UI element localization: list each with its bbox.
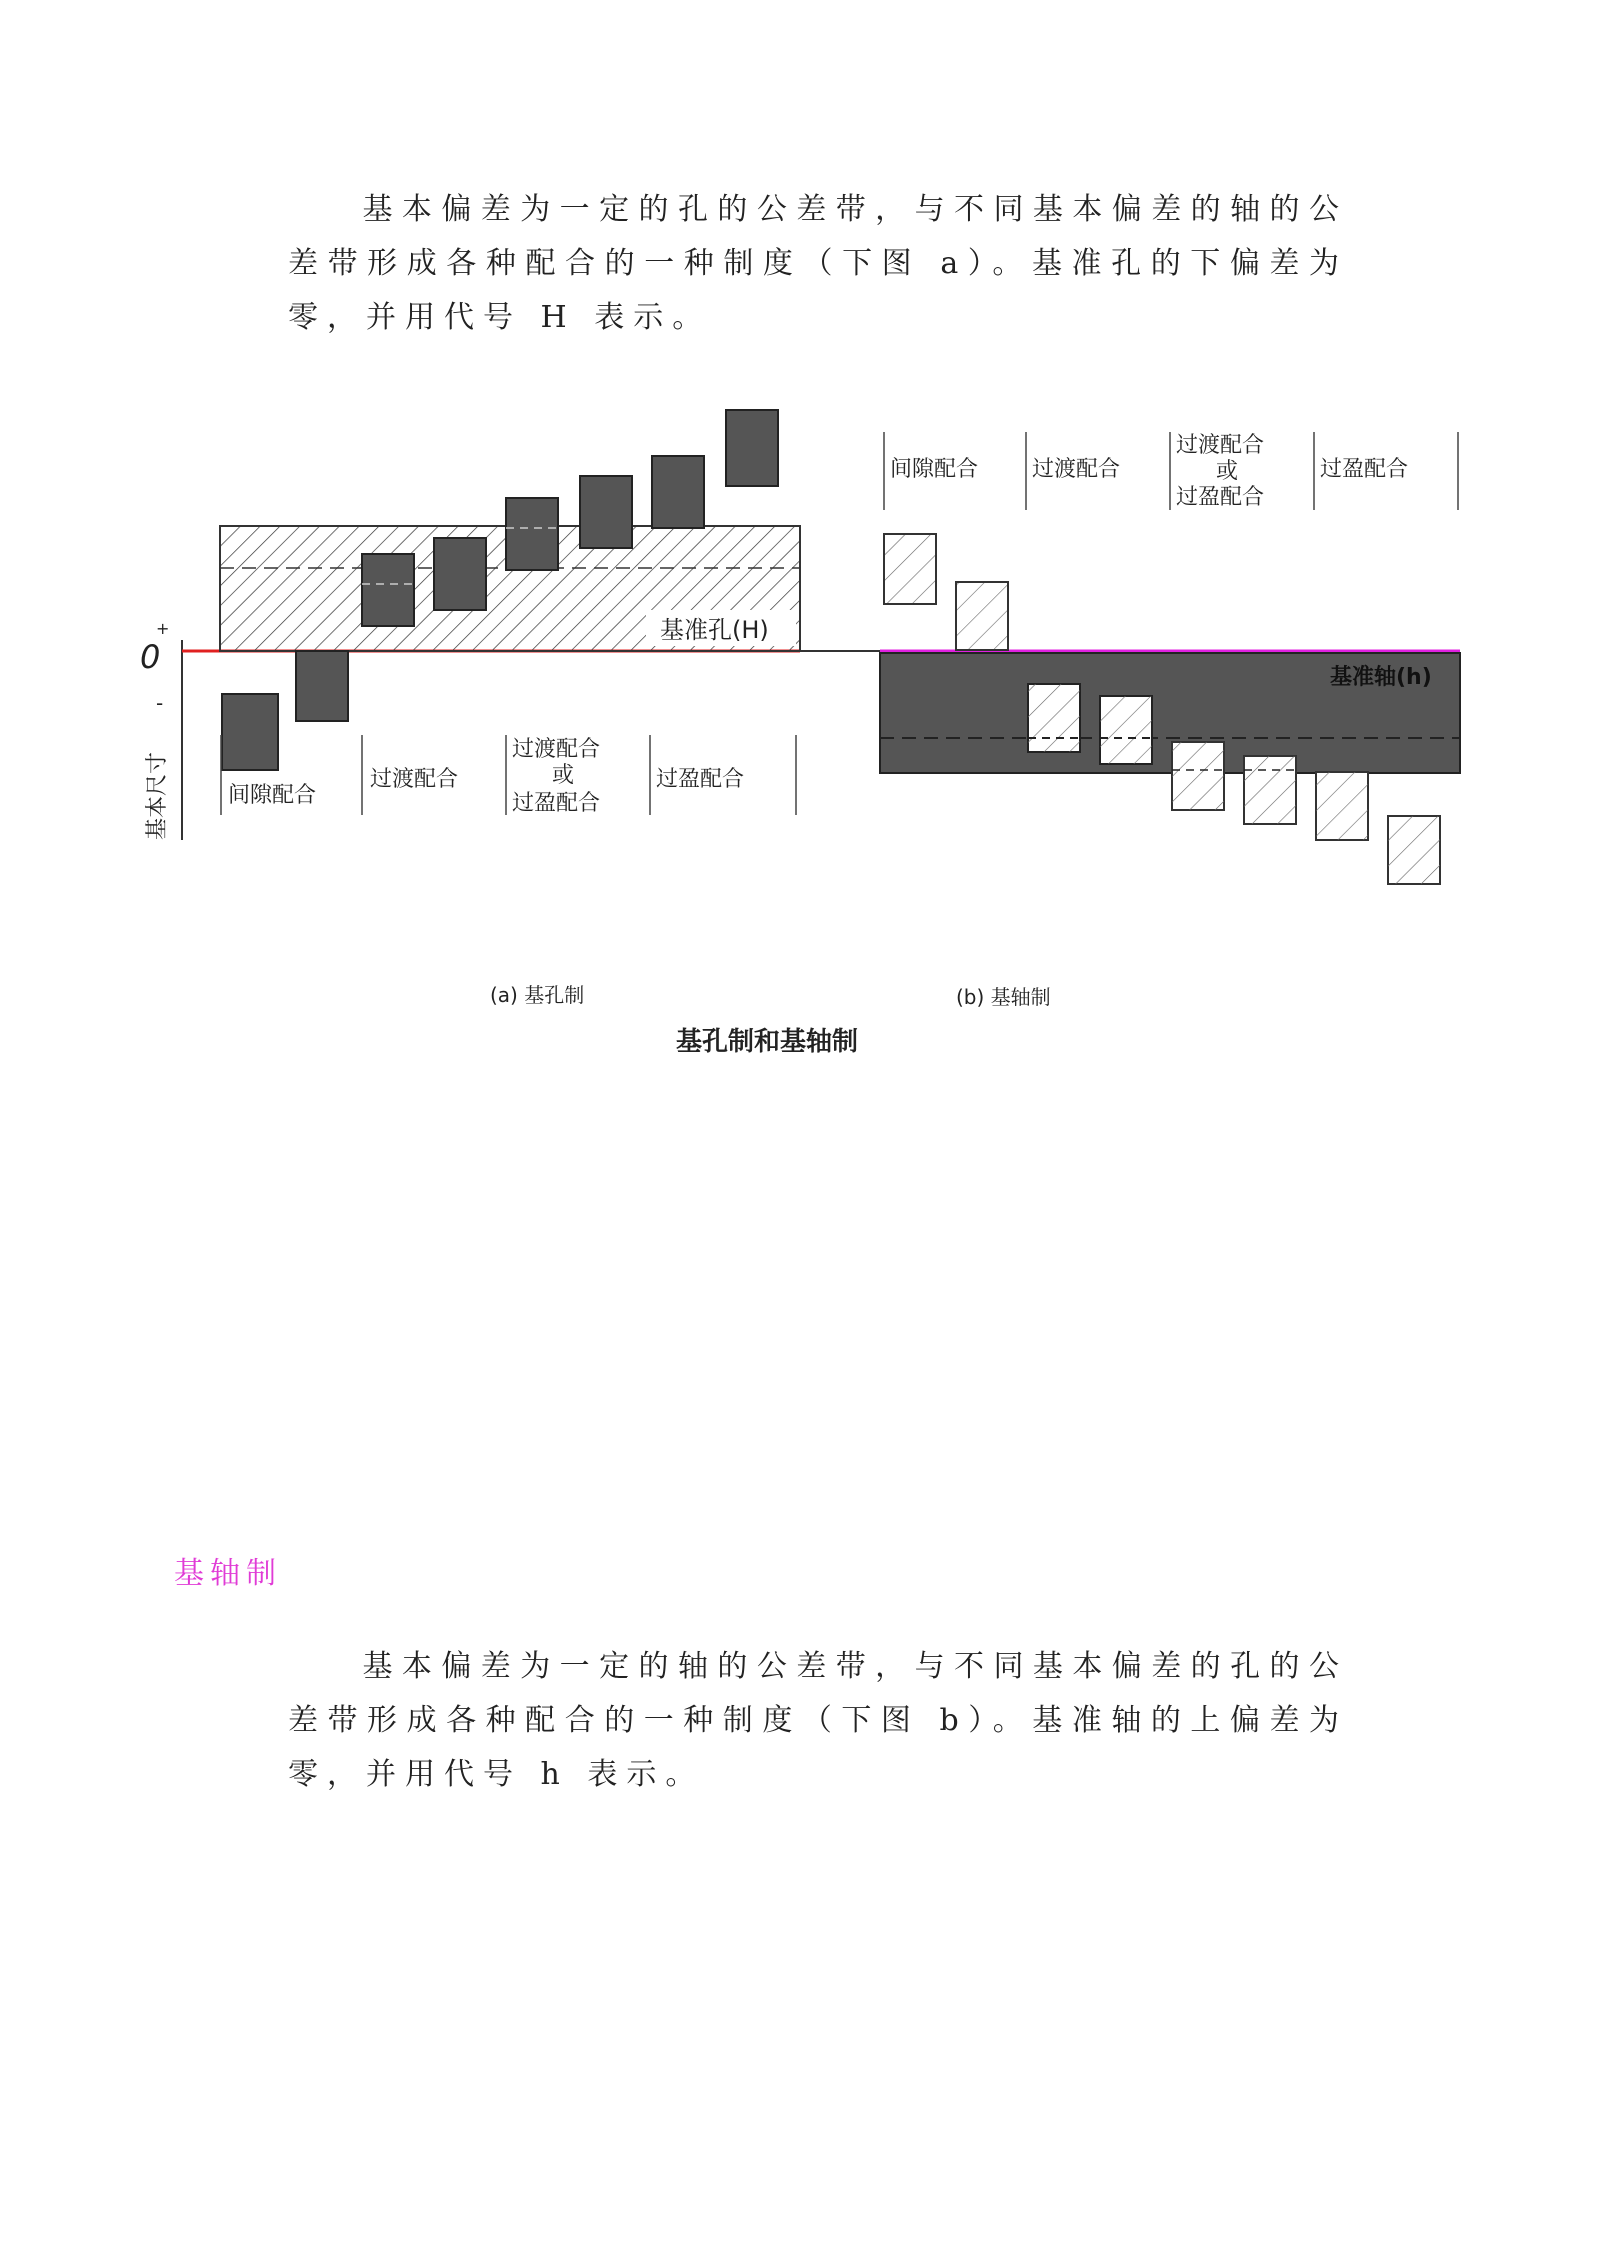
fit-system-figure bbox=[0, 370, 1598, 1090]
fit-label-interference-alt: 过盈配合 bbox=[512, 791, 601, 816]
caption-b: (b) 基轴制 bbox=[956, 985, 1051, 1009]
axis-minus-label: - bbox=[156, 691, 164, 715]
fit-label-interference-b: 过盈配合 bbox=[1320, 457, 1409, 482]
fit-label-clearance: 间隙配合 bbox=[228, 783, 317, 808]
caption-a: (a) 基孔制 bbox=[490, 983, 585, 1007]
shaft-zone bbox=[296, 651, 348, 721]
fit-label-transition-or-b: 过渡配合 bbox=[1176, 433, 1265, 458]
paragraph-shaft-basis bbox=[288, 1640, 1348, 1802]
fit-label-transition-or: 过渡配合 bbox=[512, 737, 601, 762]
hole-zone bbox=[956, 582, 1008, 650]
paragraph-hole-basis bbox=[288, 183, 1348, 345]
shaft-zone bbox=[652, 456, 704, 528]
shaft-zone bbox=[362, 554, 414, 626]
fit-label-transition-b: 过渡配合 bbox=[1032, 457, 1121, 482]
shaft-zone bbox=[222, 694, 278, 770]
section-heading-shaft-basis: 基轴制 bbox=[174, 1556, 282, 1591]
fit-label-transition: 过渡配合 bbox=[370, 767, 459, 792]
fit-label-interference-alt-b: 过盈配合 bbox=[1176, 485, 1265, 510]
shaft-zone bbox=[726, 410, 778, 486]
fit-label-clearance-b: 间隙配合 bbox=[890, 457, 979, 482]
shaft-zone bbox=[506, 498, 558, 570]
paragraph-hole-basis-text: 基本偏差为一定的孔的公差带，与不同基本偏差的轴的公差带形成各种配合的一种制度（下图 a）。基准孔的下偏差为零，并用代号 H 表示。 bbox=[288, 192, 1348, 335]
axis-basic-size-label: 基本尺寸 bbox=[145, 751, 170, 840]
fit-label-interference: 过盈配合 bbox=[656, 767, 745, 792]
base-shaft-label: 基准轴(h) bbox=[1330, 665, 1432, 690]
figure-title: 基孔制和基轴制 bbox=[676, 1027, 859, 1057]
shaft-zone bbox=[580, 476, 632, 548]
axis-plus-label: + bbox=[156, 619, 170, 638]
fit-label-or-b: 或 bbox=[1216, 459, 1239, 484]
base-hole-label: 基准孔(H) bbox=[660, 616, 769, 644]
fit-label-or: 或 bbox=[552, 763, 575, 788]
shaft-zone bbox=[434, 538, 486, 610]
hole-zone bbox=[884, 534, 936, 604]
paragraph-shaft-basis-text: 基本偏差为一定的轴的公差带，与不同基本偏差的孔的公差带形成各种配合的一种制度（下图 b）。基准轴的上偏差为零，并用代号 h 表示。 bbox=[288, 1649, 1348, 1792]
axis-zero-label: 0 bbox=[140, 638, 161, 676]
